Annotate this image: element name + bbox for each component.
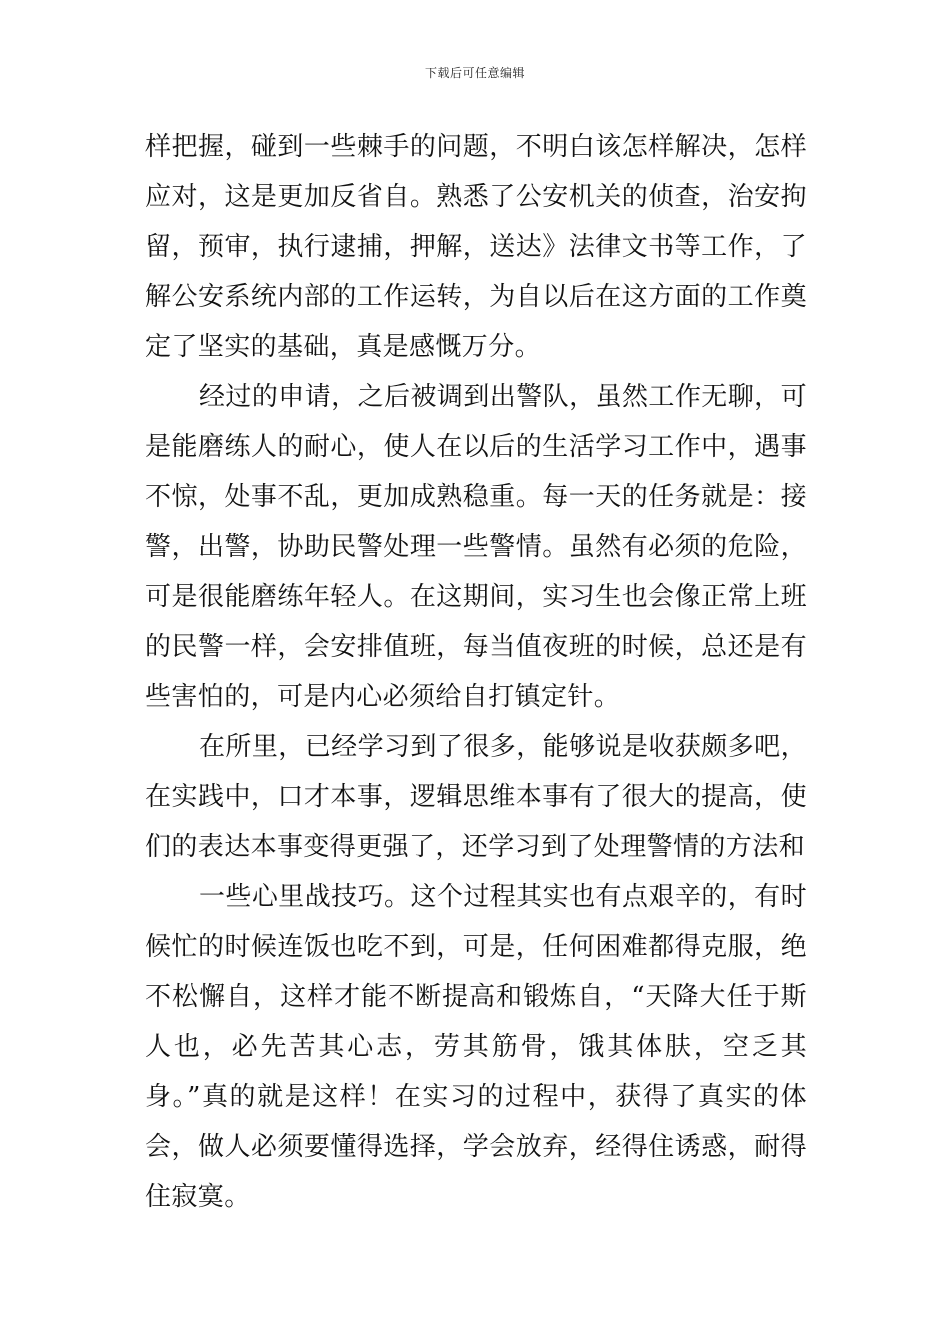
document-body	[145, 122, 807, 1222]
page-header: 下载后可任意编辑	[424, 66, 525, 80]
paragraph: 经过的申请，之后被调到出警队，虽然工作无聊，可是能磨练人的耐心，使人在以后的生活学习工作中，遇事不惊，处事不乱，更加成熟稳重。每一天的任务就是：接警，出警，协助民警处理一些警情。虽然有必须的危险，可是很能磨练年轻人。在这期间，实习生也会像正常上班的民警一样，会安排值班，每当值夜班的时候，总还是有些害怕的，可是内心必须给自打镇定针。	[145, 382, 807, 712]
paragraph: 一些心里战技巧。这个过程其实也有点艰辛的，有时候忙的时候连饭也吃不到，可是，任何困难都得克服，绝不松懈自，这样才能不断提高和锻炼自，“天降大任于斯人也，必先苦其心志，劳其筋骨，饿其体肤，空乏其身。”真的就是这样！在实习的过程中，获得了真实的体会，做人必须要懂得选择，学会放弃，经得住诱惑，耐得住寂寞。	[145, 882, 807, 1212]
paragraph: 样把握，碰到一些棘手的问题，不明白该怎样解决，怎样应对，这是更加反省自。熟悉了公安机关的侦查，治安拘留，预审，执行逮捕，押解，送达》法律文书等工作，了解公安系统内部的工作运转，为自以后在这方面的工作奠定了坚实的基础，真是感慨万分。	[145, 132, 807, 362]
paragraph: 在所里，已经学习到了很多，能够说是收获颇多吧，在实践中，口才本事，逻辑思维本事有了很大的提高，使们的表达本事变得更强了，还学习到了处理警情的方法和	[145, 732, 807, 862]
